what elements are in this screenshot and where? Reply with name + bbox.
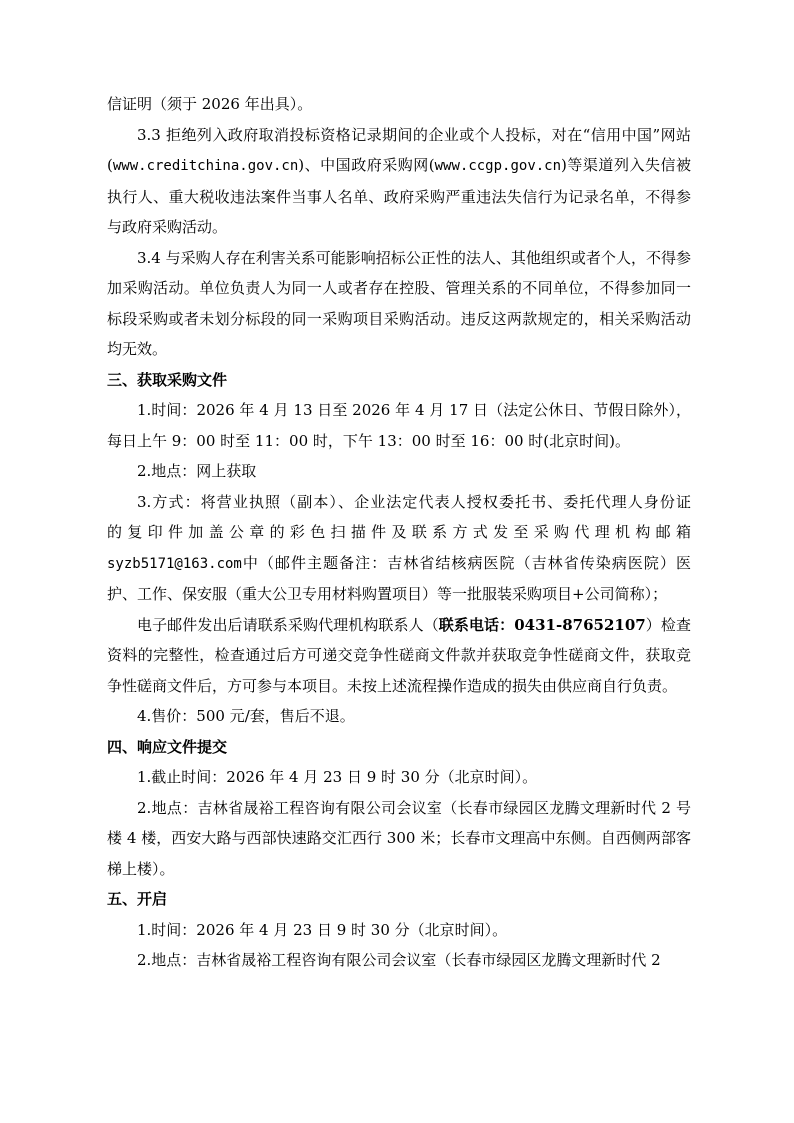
section-3-item-3-rest [107,548,691,610]
ccgp-url: www.ccgp.gov.cn [434,158,562,174]
contact-suffix: ）检查资料的完整性，检查通过后方可递交竞争性磋商文件款并获取竞争性磋商文件，获取竞争性磋商文件后，方可参与本项目。未按上述流程操作造成的损失由供应商自行负责。 [107,615,691,695]
section-4-item-1: 1.截止时间：2026 年 4 月 23 日 9 时 30 分（北京时间）。 [137,768,538,786]
section-4-item-2: 2.地点：吉林省晟裕工程咨询有限公司会议室（长春市绿园区龙腾文理新时代 2 号楼 4 楼，西安大路与西部快速路交汇西行 300 米；长春市文理高中东侧。自西侧两部客梯上楼）。 [107,798,691,878]
section-5-heading: 五、开启 [107,890,168,908]
section-3-contact-paragraph [107,610,691,702]
document-body [107,89,691,976]
paragraph-3-4: 3.4 与采购人存在利害关系可能影响招标公正性的法人、其他组织或者个人，不得参加采购活动。单位负责人为同一人或者存在控股、管理关系的不同单位，不得参加同一标段采购或者未划分标段的同一采购项目采购活动。违反这两款规定的，相关采购活动均无效。 [107,248,691,358]
section-5-item-1: 1.时间：2026 年 4 月 23 日 9 时 30 分（北京时间）。 [137,920,508,939]
section-3-heading: 三、获取采购文件 [107,370,228,389]
paragraph-3-3-suffix: )等渠道列入失信被执行人、重大税收违法案件当事人名单、政府采购严重违法失信行为记录名单，不得参与政府采购活动。 [107,156,691,236]
section-3-item-4: 4.售价：500 元/套，售后不退。 [137,707,355,725]
section-3-item-3-remark: 中（邮件主题备注：吉林省结核病医院（吉林省传染病医院）医护、工作、保安服（重大公卫专用材料购置项目）等一批服装采购项目+公司简称）； [107,553,691,603]
contact-prefix: 电子邮件发出后请联系采购代理机构联系人（ [137,615,439,634]
paragraph-3-3 [107,120,691,243]
email-address: syzb5171@163.com [107,555,242,572]
paragraph-3-3-prefix: 3.3 拒绝列入政府取消投标资格记录期间的企业或个人投标，对在“信用中国”网站( [107,125,691,174]
paragraph-credit-proof-end: 信证明（须于 2026 年出具）。 [107,95,313,113]
section-3-item-1: 1.时间：2026 年 4 月 13 日至 2026 年 4 月 17 日（法定公休日、节假日除外），每日上午 9：00 时至 11：00 时，下午 13：00 时至 16：00 时(北京时间)。 [107,401,691,450]
section-3-item-3-line-1: 3.方式：将营业执照（副本）、企业法定代表人授权委托书、委托代理人身份证 [137,492,691,511]
paragraph-3-3-mid: )、中国政府采购网( [298,156,435,174]
creditchina-url: www.creditchina.gov.cn [112,158,299,174]
section-4-heading: 四、响应文件提交 [107,737,228,756]
section-3-item-3-line-2: 的复印件加盖公章的彩色扫描件及联系方式发至采购代理机构邮箱 [107,523,691,541]
section-3-item-2: 2.地点：网上获取 [137,462,257,480]
section-5-item-2: 2.地点：吉林省晟裕工程咨询有限公司会议室（长春市绿园区龙腾文理新时代 2 [137,951,661,969]
contact-phone: 联系电话：0431-87652107 [438,615,646,634]
